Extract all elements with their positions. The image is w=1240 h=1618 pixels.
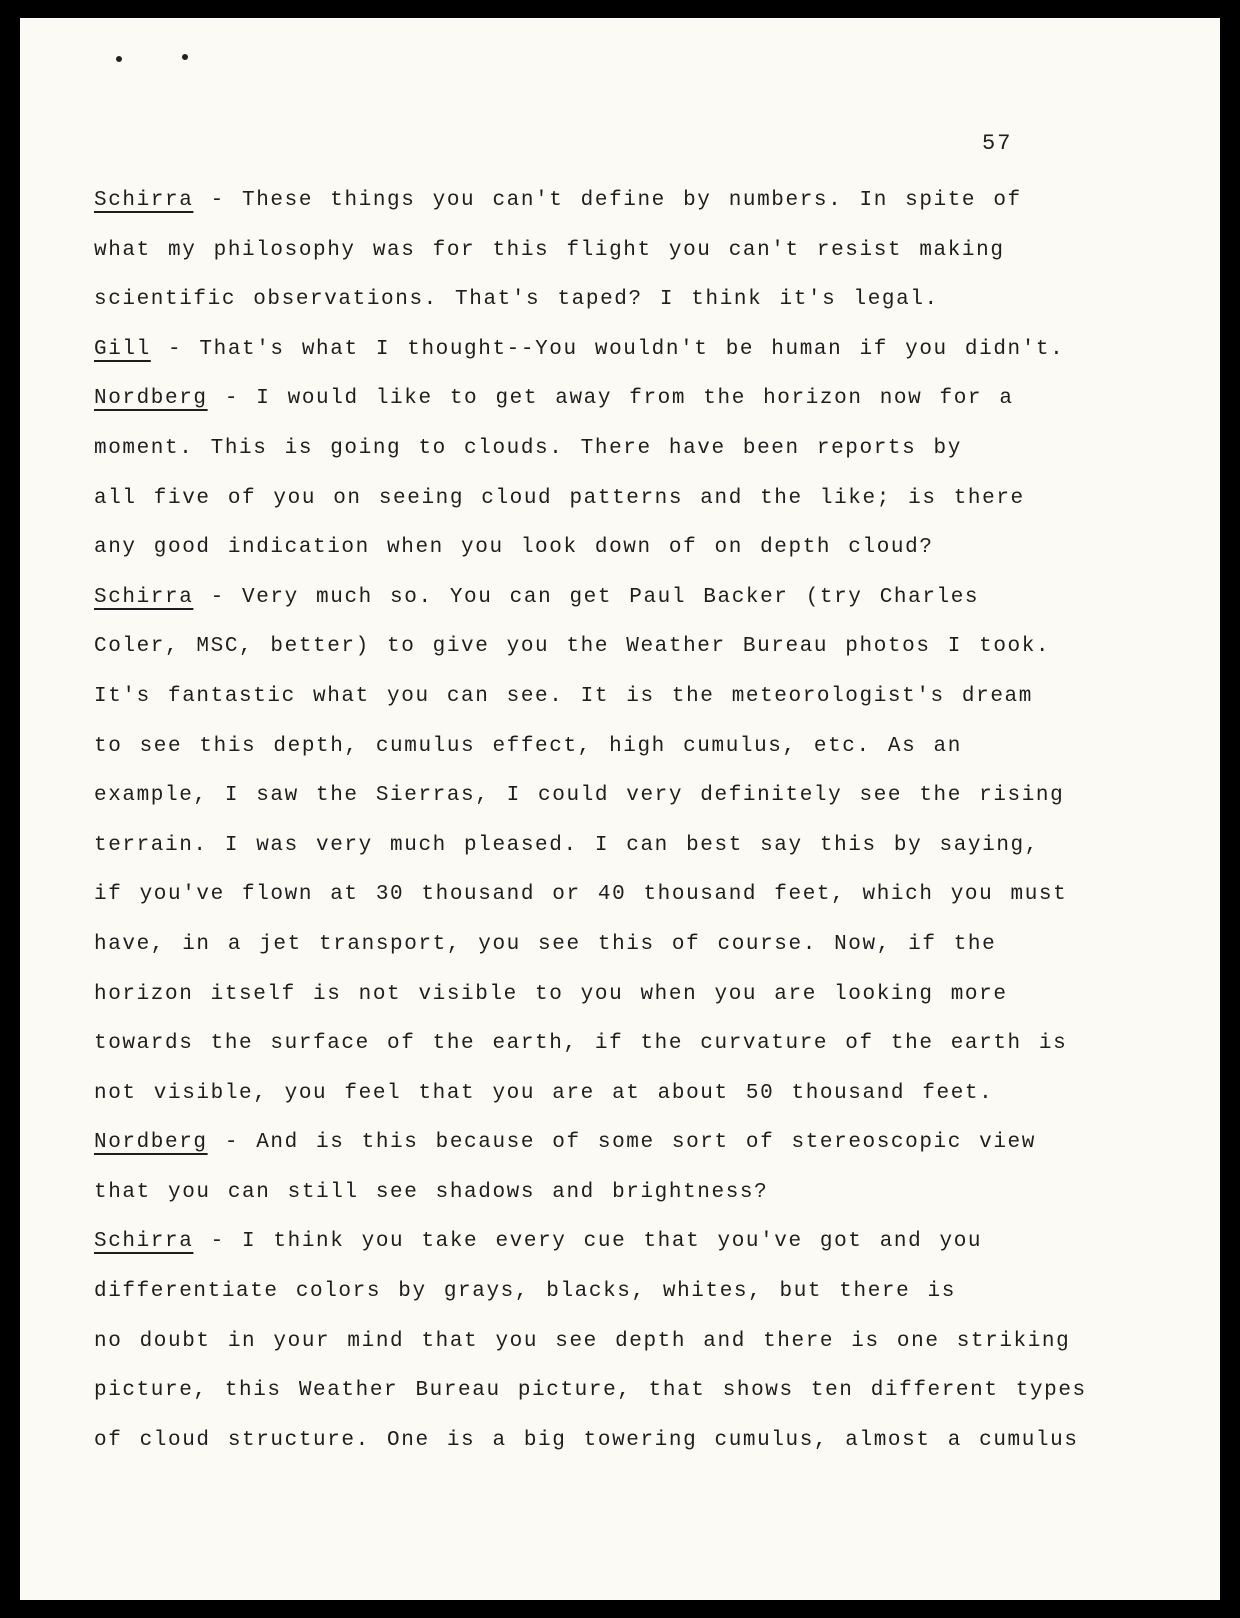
line-text: not visible, you feel that you are at about 50 thousand feet. — [94, 1081, 994, 1105]
speaker-name: Schirra — [94, 585, 194, 609]
transcript-line — [94, 1416, 1194, 1466]
line-text: what my philosophy was for this flight you can't resist making — [94, 238, 1005, 262]
line-text: differentiate colors by grays, blacks, whites, but there is — [94, 1280, 956, 1304]
line-text: towards the surface of the earth, if the curvature of the earth is — [94, 1032, 1068, 1056]
transcript-line — [94, 523, 1194, 573]
line-text: no doubt in your mind that you see depth and there is one striking — [94, 1329, 1071, 1353]
line-text: horizon itself is not visible to you when you are looking more — [94, 982, 1008, 1006]
transcript-line — [94, 325, 1194, 375]
transcript-line — [94, 1217, 1194, 1267]
transcript-line — [94, 176, 1194, 226]
line-text: - Very much so. You can get Paul Backer (try Charles — [193, 585, 980, 609]
line-text: all five of you on seeing cloud patterns and the like; is there — [94, 486, 1025, 510]
line-text: scientific observations. That's taped? I think it's legal. — [94, 288, 939, 312]
transcript-line — [94, 474, 1194, 524]
speaker-name: Gill — [94, 337, 151, 361]
transcript-line — [94, 1168, 1194, 1218]
line-text: of cloud structure. One is a big towering cumulus, almost a cumulus — [94, 1428, 1079, 1452]
line-text: moment. This is going to clouds. There have been reports by — [94, 436, 962, 460]
transcript-line — [94, 1366, 1194, 1416]
transcript-line — [94, 870, 1194, 920]
transcript-line — [94, 374, 1194, 424]
line-text: - I think you take every cue that you've got and you — [193, 1230, 983, 1254]
line-text: that you can still see shadows and brightness? — [94, 1180, 769, 1204]
line-text: Coler, MSC, better) to give you the Weather Bureau photos I took. — [94, 635, 1051, 659]
line-text: have, in a jet transport, you see this of course. Now, if the — [94, 932, 997, 956]
transcript-line — [94, 821, 1194, 871]
transcript-line — [94, 1069, 1194, 1119]
line-text: if you've flown at 30 thousand or 40 thousand feet, which you must — [94, 883, 1068, 907]
line-text: - These things you can't define by numbers. In spite of — [193, 189, 1022, 212]
speaker-name: Nordberg — [94, 387, 208, 411]
line-text: - That's what I thought--You wouldn't be human if you didn't. — [150, 337, 1065, 361]
margin-dot — [182, 54, 188, 60]
line-text: - And is this because of some sort of stereoscopic view — [207, 1131, 1036, 1155]
speaker-name: Nordberg — [94, 1131, 208, 1155]
transcript-line — [94, 1118, 1194, 1168]
transcript-line — [94, 424, 1194, 474]
transcript-line — [94, 722, 1194, 772]
page-number: 57 — [982, 131, 1013, 156]
transcript-line — [94, 622, 1194, 672]
speaker-name: Schirra — [94, 1230, 194, 1254]
margin-dot — [116, 56, 122, 62]
speaker-name: Schirra — [94, 189, 194, 212]
transcript-line — [94, 275, 1194, 325]
line-text: any good indication when you look down of on depth cloud? — [94, 536, 934, 560]
line-text: example, I saw the Sierras, I could very definitely see the rising — [94, 784, 1065, 808]
line-text: to see this depth, cumulus effect, high cumulus, etc. As an — [94, 734, 962, 758]
transcript-line — [94, 1267, 1194, 1317]
transcript-line — [94, 970, 1194, 1020]
line-text: terrain. I was very much pleased. I can best say this by saying, — [94, 833, 1039, 857]
transcript-line — [94, 573, 1194, 623]
transcript-line — [94, 226, 1194, 276]
line-text: It's fantastic what you can see. It is the meteorologist's dream — [94, 684, 1033, 708]
transcript-body — [94, 176, 1194, 1465]
line-text: picture, this Weather Bureau picture, that shows ten different types — [94, 1379, 1087, 1403]
transcript-line — [94, 1317, 1194, 1367]
transcript-line — [94, 771, 1194, 821]
transcript-line — [94, 1019, 1194, 1069]
transcript-line — [94, 920, 1194, 970]
document-page — [20, 18, 1220, 1600]
line-text: - I would like to get away from the horizon now for a — [207, 387, 1014, 411]
transcript-line — [94, 672, 1194, 722]
